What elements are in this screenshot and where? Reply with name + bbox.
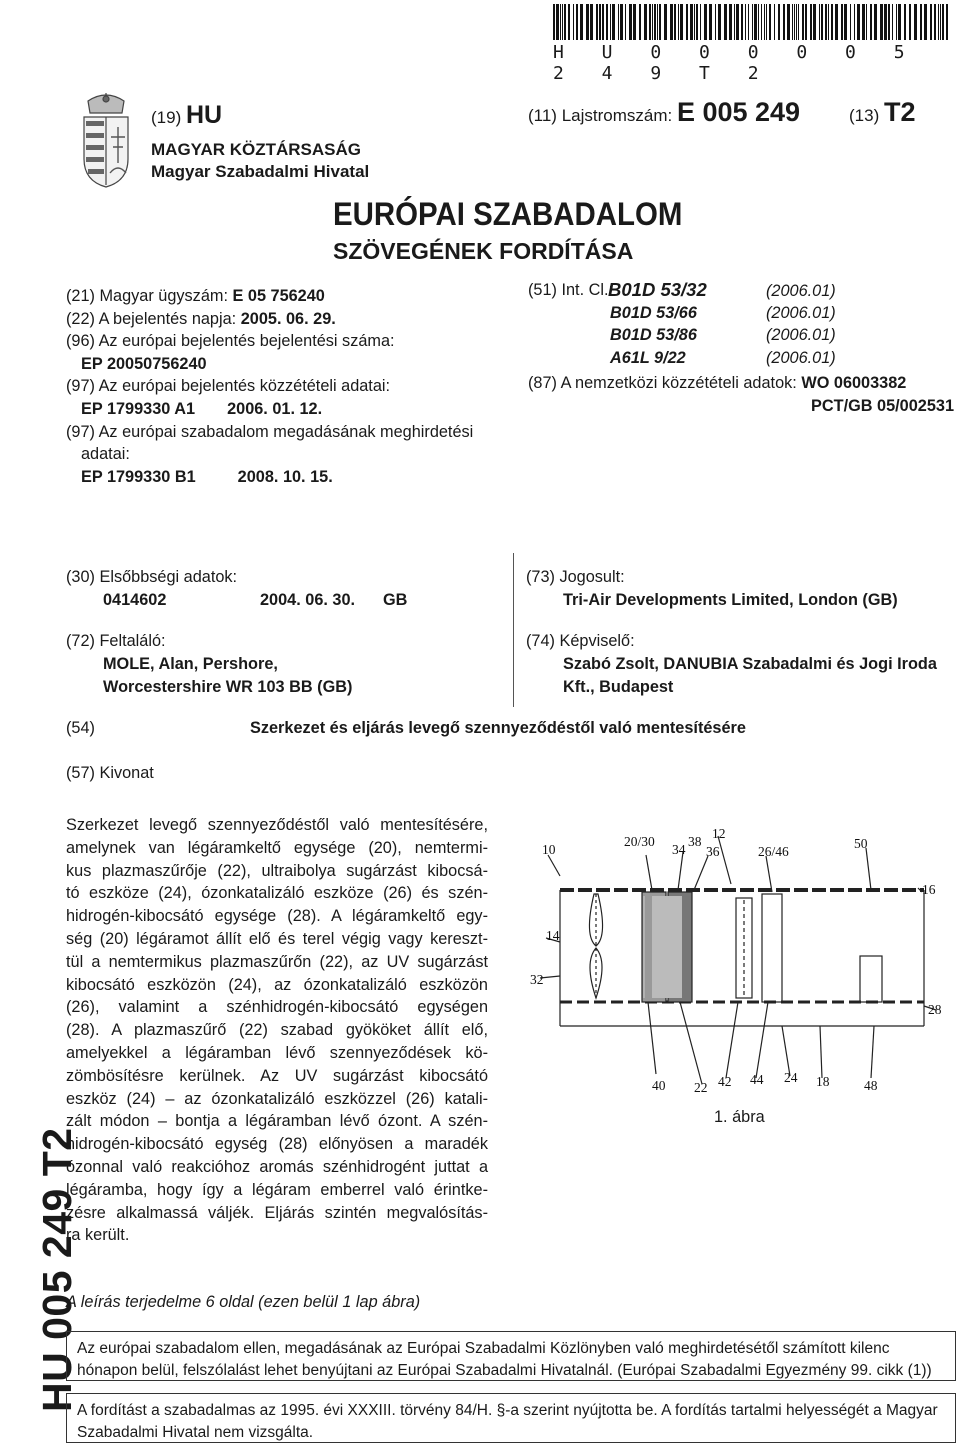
abstract-line: tó eszköze (24), ózonkatalizáló eszköze (26) és szén- (66, 884, 488, 903)
coat-of-arms-icon (78, 93, 134, 189)
abstract-line: légáramba, hogy így a légáram emberrel való érintke- (66, 1180, 488, 1199)
abstract-line: amelynek van légáramkeltő egysége (20), nemtermi- (66, 838, 488, 857)
abstract-line: ózonnal való reakcióhoz aromás szénhidrogént juttat a (66, 1157, 488, 1176)
abstract-line: kibocsátó eszközön (24), az ózonkatalizáló eszközön (66, 975, 488, 994)
abstract-line: ség (20) légáramot állít elő és terel végig vagy kereszt- (66, 929, 488, 948)
abstract-line: Szerkezet levegő szennyeződéstől való mentesítésére, (66, 816, 488, 834)
inventor: (72) Feltaláló: MOLE, Alan, Pershore, Worcestershire WR 103 BB (GB) (66, 632, 353, 696)
svg-text:44: 44 (750, 1072, 764, 1087)
abstract-text (66, 814, 488, 1247)
abstract-line: hidrogén-kibocsátó egység (28) előnyösen a maradék (66, 1135, 488, 1154)
document-subtitle: SZÖVEGÉNEK FORDÍTÁSA (333, 238, 634, 264)
priority-data: (30) Elsőbbségi adatok: 0414602 2004. 06. 30. GB (66, 568, 408, 609)
svg-text:16: 16 (922, 882, 936, 897)
invention-title: Szerkezet és eljárás levegő szennyeződéstől való mentesítésére (250, 719, 746, 737)
svg-text:26/46: 26/46 (758, 844, 789, 859)
svg-text:28: 28 (928, 1002, 942, 1017)
intl-publication: (87) A nemzetközi közzétételi adatok: WO 06003382 (528, 374, 907, 392)
svg-text:18: 18 (816, 1074, 830, 1089)
figure-drawing (526, 826, 956, 1095)
svg-text:12: 12 (712, 826, 726, 841)
barcode (553, 4, 951, 40)
svg-text:50: 50 (854, 836, 868, 851)
abstract-line: kus plazmaszűrője (22), ultraibolya sugárzást kibocsá- (66, 861, 488, 880)
svg-text:40: 40 (652, 1078, 666, 1093)
classification-list: B01D 53/32 (2006.01) B01D 53/66 (2006.01) B01D 53/86 (2006.01) A61L 9/22 (2006.01) (608, 279, 836, 367)
bibliographic-left: (21) Magyar ügyszám: E 05 756240 (22) A bejelentés napja: 2005. 06. 29. (96) Az európai bejelentés bejelentési száma: EP 20050756240 (97) Az európai bejelentés közzétételi adatai: EP 1799330 A1 2006. 01. 12. (97) Az európai szabadalom megadásának meghirdetési adatai: EP 1799330 B1 2008. 10. 15. (66, 287, 474, 486)
title-code: (54) (66, 719, 95, 737)
pct-number: PCT/GB 05/002531 (811, 397, 954, 415)
field-13-code: (13) (849, 106, 880, 125)
country-code: HU (185, 101, 223, 129)
svg-text:14: 14 (546, 928, 560, 943)
vertical-document-code: HU 005 249 T2 (34, 1127, 80, 1412)
abstract-line: (28). A plazmaszűrő (22) szabad gyököket állít elő, (66, 1021, 488, 1040)
svg-text:42: 42 (718, 1074, 732, 1089)
svg-text:34: 34 (672, 842, 686, 857)
abstract-line: (26), valamint a szénhidrogén-kibocsátó egységen (66, 998, 488, 1017)
field-19-code: (19) (151, 108, 182, 127)
svg-text:22: 22 (694, 1080, 708, 1095)
svg-text:20/30: 20/30 (624, 834, 655, 849)
abstract-line: zált módon – bontja a légáramban lévő ózont. A szén- (66, 1112, 488, 1131)
svg-text:24: 24 (784, 1070, 798, 1085)
abstract-label: (57) Kivonat (66, 764, 154, 782)
abstract-line: hidrogén-kibocsátó egysége (28). A légáramkeltő egy- (66, 907, 488, 926)
proprietor: (73) Jogosult: Tri-Air Developments Limited, London (GB) (526, 568, 898, 609)
registration-number: E 005 249 (676, 97, 801, 127)
svg-text:32: 32 (530, 972, 544, 987)
abstract-line: ra került. (66, 1226, 130, 1245)
svg-text:48: 48 (864, 1078, 878, 1093)
translation-notice: A fordítást a szabadalmas az 1995. évi XXXIII. törvény 84/H. §-a szerint nyújtotta be. A fordítás tartalmi helyességét a Magyar Szabadalmi Hivatal nem vizsgálta. (66, 1393, 956, 1443)
int-cl-label: (51) Int. Cl.: (528, 281, 614, 299)
abstract-line: zésre alkalmassá váljék. Eljárás szintén megvalósítás- (66, 1203, 488, 1222)
description-extent: A leírás terjedelme 6 oldal (ezen belül 1 lap ábra) (66, 1293, 421, 1311)
abstract-line: eszköz (24) – az ózonkatalizáló eszközzel (26) katali- (66, 1089, 488, 1108)
abstract-line: tül a nemtermikus plazmaszűrőn (22), az UV sugárzást (66, 952, 488, 971)
abstract-line: amelyekkel a légáramban lévő szennyeződések kö- (66, 1043, 488, 1062)
fig-label: 10 (542, 842, 556, 857)
opposition-notice: Az európai szabadalom ellen, megadásának az Európai Szabadalmi Közlönyben való meghirdetésétől számított kilenc hónapon belül, felszólalást lehet benyújtani az Európai Szabadalmi Hivatalnál. (Európai Szabadalmi Egyezmény 99. cikk (1)) (66, 1331, 956, 1381)
registration-label: (11) Lajstromszám: (528, 106, 673, 125)
svg-text:38: 38 (688, 834, 702, 849)
office-name: Magyar Szabadalmi Hivatal (151, 162, 370, 181)
office-country: MAGYAR KÖZTÁRSASÁG (151, 140, 361, 159)
document-title: EURÓPAI SZABADALOM (333, 196, 683, 232)
svg-text:36: 36 (706, 844, 720, 859)
barcode-number: H U 0 0 0 0 0 5 2 4 9 T 2 (553, 42, 919, 84)
figure-caption: 1. ábra (714, 1108, 765, 1126)
representative: (74) Képviselő: Szabó Zsolt, DANUBIA Szabadalmi és Jogi Iroda Kft., Budapest (526, 632, 937, 696)
kind-code: T2 (883, 97, 916, 127)
column-divider (513, 553, 514, 707)
abstract-line: zömbösítésre kerülnek. Az UV sugárzást kibocsátó (66, 1066, 488, 1085)
